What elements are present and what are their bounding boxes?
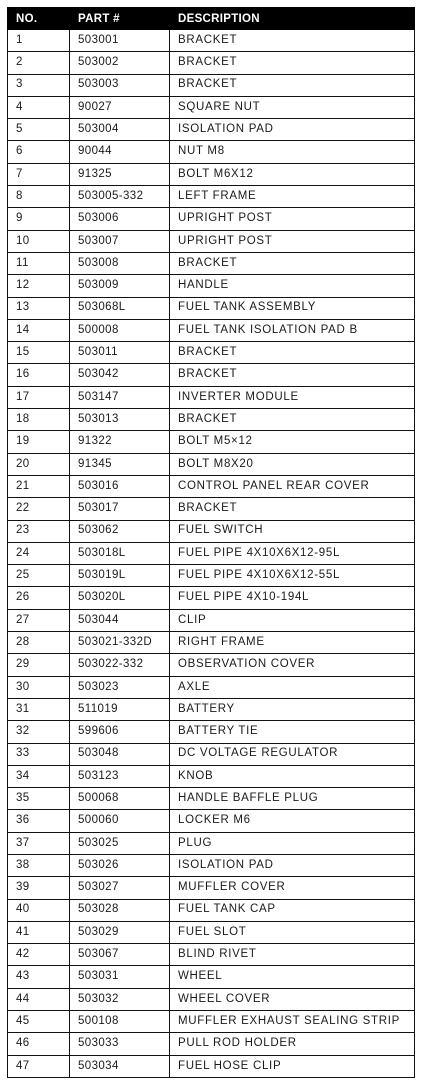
- cell-part-number: 503026: [70, 854, 170, 876]
- table-row: [8, 186, 415, 208]
- table-row: [8, 810, 415, 832]
- cell-no: 3: [8, 74, 70, 96]
- cell-description: RIGHT FRAME: [170, 632, 415, 654]
- table-row: [8, 1055, 415, 1077]
- cell-no: 4: [8, 96, 70, 118]
- cell-no: 30: [8, 676, 70, 698]
- cell-part-number: 503025: [70, 832, 170, 854]
- cell-no: 45: [8, 1011, 70, 1033]
- table-row: [8, 386, 415, 408]
- cell-part-number: 503032: [70, 988, 170, 1010]
- cell-description: LEFT FRAME: [170, 186, 415, 208]
- cell-description: BRACKET: [170, 252, 415, 274]
- cell-description: FUEL PIPE 4X10X6X12-55L: [170, 565, 415, 587]
- cell-part-number: 503123: [70, 765, 170, 787]
- cell-part-number: 503067: [70, 944, 170, 966]
- cell-no: 23: [8, 520, 70, 542]
- table-row: [8, 520, 415, 542]
- cell-description: BOLT M8X20: [170, 453, 415, 475]
- table-row: [8, 409, 415, 431]
- table-row: [8, 297, 415, 319]
- cell-description: BATTERY TIE: [170, 721, 415, 743]
- table-row: [8, 609, 415, 631]
- cell-no: 14: [8, 319, 70, 341]
- cell-description: AXLE: [170, 676, 415, 698]
- table-row: [8, 119, 415, 141]
- cell-part-number: 503002: [70, 52, 170, 74]
- table-row: [8, 565, 415, 587]
- cell-no: 35: [8, 788, 70, 810]
- cell-part-number: 503019L: [70, 565, 170, 587]
- table-row: [8, 698, 415, 720]
- cell-description: BRACKET: [170, 364, 415, 386]
- cell-description: BOLT M6X12: [170, 163, 415, 185]
- table-header: [8, 8, 415, 30]
- table-row: [8, 475, 415, 497]
- cell-description: FUEL PIPE 4X10-194L: [170, 587, 415, 609]
- cell-part-number: 503020L: [70, 587, 170, 609]
- cell-part-number: 503013: [70, 409, 170, 431]
- cell-description: FUEL TANK ASSEMBLY: [170, 297, 415, 319]
- cell-description: BRACKET: [170, 498, 415, 520]
- cell-description: FUEL PIPE 4X10X6X12-95L: [170, 542, 415, 564]
- parts-table: [7, 7, 415, 1078]
- table-row: [8, 453, 415, 475]
- cell-description: ISOLATION PAD: [170, 854, 415, 876]
- table-row: [8, 765, 415, 787]
- cell-part-number: 503001: [70, 30, 170, 52]
- cell-description: BLIND RIVET: [170, 944, 415, 966]
- cell-part-number: 503027: [70, 877, 170, 899]
- cell-description: HANDLE BAFFLE PLUG: [170, 788, 415, 810]
- cell-no: 41: [8, 921, 70, 943]
- table-row: [8, 96, 415, 118]
- cell-no: 19: [8, 431, 70, 453]
- table-row: [8, 899, 415, 921]
- cell-part-number: 503034: [70, 1055, 170, 1077]
- cell-no: 39: [8, 877, 70, 899]
- table-row: [8, 498, 415, 520]
- table-row: [8, 319, 415, 341]
- cell-description: MUFFLER EXHAUST SEALING STRIP: [170, 1011, 415, 1033]
- cell-part-number: 503028: [70, 899, 170, 921]
- table-row: [8, 431, 415, 453]
- cell-no: 42: [8, 944, 70, 966]
- cell-description: CLIP: [170, 609, 415, 631]
- cell-no: 9: [8, 208, 70, 230]
- cell-description: FUEL SWITCH: [170, 520, 415, 542]
- cell-part-number: 500108: [70, 1011, 170, 1033]
- cell-description: INVERTER MODULE: [170, 386, 415, 408]
- cell-description: CONTROL PANEL REAR COVER: [170, 475, 415, 497]
- cell-no: 7: [8, 163, 70, 185]
- cell-description: BRACKET: [170, 342, 415, 364]
- cell-no: 15: [8, 342, 70, 364]
- cell-no: 25: [8, 565, 70, 587]
- table-row: [8, 52, 415, 74]
- cell-no: 22: [8, 498, 70, 520]
- cell-no: 20: [8, 453, 70, 475]
- cell-no: 32: [8, 721, 70, 743]
- table-row: [8, 364, 415, 386]
- cell-part-number: 503033: [70, 1033, 170, 1055]
- table-row: [8, 208, 415, 230]
- cell-part-number: 503003: [70, 74, 170, 96]
- table-row: [8, 721, 415, 743]
- cell-part-number: 91345: [70, 453, 170, 475]
- cell-part-number: 503023: [70, 676, 170, 698]
- cell-no: 43: [8, 966, 70, 988]
- cell-part-number: 503044: [70, 609, 170, 631]
- cell-no: 34: [8, 765, 70, 787]
- cell-part-number: 503068L: [70, 297, 170, 319]
- cell-part-number: 503006: [70, 208, 170, 230]
- cell-part-number: 503031: [70, 966, 170, 988]
- cell-no: 5: [8, 119, 70, 141]
- column-header-description: DESCRIPTION: [170, 8, 415, 30]
- cell-part-number: 503007: [70, 230, 170, 252]
- cell-description: FUEL HOSE CLIP: [170, 1055, 415, 1077]
- cell-description: BOLT M5×12: [170, 431, 415, 453]
- table-row: [8, 743, 415, 765]
- table-row: [8, 676, 415, 698]
- cell-part-number: 91322: [70, 431, 170, 453]
- cell-no: 2: [8, 52, 70, 74]
- cell-description: BRACKET: [170, 30, 415, 52]
- cell-no: 33: [8, 743, 70, 765]
- cell-no: 44: [8, 988, 70, 1010]
- cell-no: 24: [8, 542, 70, 564]
- cell-description: PULL ROD HOLDER: [170, 1033, 415, 1055]
- cell-no: 21: [8, 475, 70, 497]
- table-row: [8, 921, 415, 943]
- cell-part-number: 503021-332D: [70, 632, 170, 654]
- cell-part-number: 503017: [70, 498, 170, 520]
- column-header-no: NO.: [8, 8, 70, 30]
- cell-no: 8: [8, 186, 70, 208]
- cell-description: FUEL SLOT: [170, 921, 415, 943]
- cell-part-number: 500008: [70, 319, 170, 341]
- cell-description: BATTERY: [170, 698, 415, 720]
- cell-description: SQUARE NUT: [170, 96, 415, 118]
- cell-no: 31: [8, 698, 70, 720]
- parts-list: [7, 7, 414, 1078]
- cell-no: 36: [8, 810, 70, 832]
- cell-description: MUFFLER COVER: [170, 877, 415, 899]
- cell-part-number: 503008: [70, 252, 170, 274]
- cell-description: OBSERVATION COVER: [170, 654, 415, 676]
- cell-no: 13: [8, 297, 70, 319]
- table-row: [8, 854, 415, 876]
- table-row: [8, 944, 415, 966]
- table-row: [8, 230, 415, 252]
- table-row: [8, 342, 415, 364]
- table-row: [8, 654, 415, 676]
- cell-description: BRACKET: [170, 74, 415, 96]
- cell-description: FUEL TANK ISOLATION PAD B: [170, 319, 415, 341]
- cell-description: BRACKET: [170, 52, 415, 74]
- table-row: [8, 163, 415, 185]
- cell-part-number: 503062: [70, 520, 170, 542]
- table-row: [8, 988, 415, 1010]
- cell-description: WHEEL COVER: [170, 988, 415, 1010]
- cell-part-number: 503048: [70, 743, 170, 765]
- cell-description: DC VOLTAGE REGULATOR: [170, 743, 415, 765]
- table-row: [8, 1033, 415, 1055]
- table-row: [8, 542, 415, 564]
- cell-no: 12: [8, 275, 70, 297]
- cell-part-number: 500060: [70, 810, 170, 832]
- cell-no: 10: [8, 230, 70, 252]
- cell-part-number: 503011: [70, 342, 170, 364]
- cell-no: 46: [8, 1033, 70, 1055]
- cell-part-number: 503147: [70, 386, 170, 408]
- cell-description: ISOLATION PAD: [170, 119, 415, 141]
- table-row: [8, 788, 415, 810]
- cell-no: 27: [8, 609, 70, 631]
- cell-part-number: 503029: [70, 921, 170, 943]
- cell-part-number: 503042: [70, 364, 170, 386]
- table-body: [8, 30, 415, 1078]
- cell-part-number: 90027: [70, 96, 170, 118]
- cell-no: 37: [8, 832, 70, 854]
- cell-no: 6: [8, 141, 70, 163]
- cell-no: 40: [8, 899, 70, 921]
- table-row: [8, 966, 415, 988]
- cell-no: 11: [8, 252, 70, 274]
- cell-part-number: 500068: [70, 788, 170, 810]
- cell-no: 29: [8, 654, 70, 676]
- cell-part-number: 503004: [70, 119, 170, 141]
- cell-part-number: 503009: [70, 275, 170, 297]
- cell-description: WHEEL: [170, 966, 415, 988]
- cell-part-number: 511019: [70, 698, 170, 720]
- table-row: [8, 632, 415, 654]
- cell-part-number: 90044: [70, 141, 170, 163]
- cell-no: 1: [8, 30, 70, 52]
- cell-part-number: 503005-332: [70, 186, 170, 208]
- cell-no: 26: [8, 587, 70, 609]
- table-row: [8, 141, 415, 163]
- cell-no: 17: [8, 386, 70, 408]
- table-row: [8, 1011, 415, 1033]
- cell-part-number: 503016: [70, 475, 170, 497]
- cell-description: NUT M8: [170, 141, 415, 163]
- cell-description: LOCKER M6: [170, 810, 415, 832]
- table-row: [8, 832, 415, 854]
- cell-part-number: 503022-332: [70, 654, 170, 676]
- cell-part-number: 91325: [70, 163, 170, 185]
- cell-description: UPRIGHT POST: [170, 230, 415, 252]
- cell-description: HANDLE: [170, 275, 415, 297]
- cell-no: 28: [8, 632, 70, 654]
- table-row: [8, 30, 415, 52]
- cell-no: 47: [8, 1055, 70, 1077]
- header-row: [8, 8, 415, 30]
- cell-part-number: 503018L: [70, 542, 170, 564]
- table-row: [8, 587, 415, 609]
- table-row: [8, 252, 415, 274]
- cell-no: 18: [8, 409, 70, 431]
- cell-description: UPRIGHT POST: [170, 208, 415, 230]
- table-row: [8, 275, 415, 297]
- cell-description: FUEL TANK CAP: [170, 899, 415, 921]
- cell-description: KNOB: [170, 765, 415, 787]
- column-header-part-number: PART #: [70, 8, 170, 30]
- table-row: [8, 877, 415, 899]
- cell-part-number: 599606: [70, 721, 170, 743]
- table-row: [8, 74, 415, 96]
- cell-no: 38: [8, 854, 70, 876]
- cell-no: 16: [8, 364, 70, 386]
- cell-description: BRACKET: [170, 409, 415, 431]
- cell-description: PLUG: [170, 832, 415, 854]
